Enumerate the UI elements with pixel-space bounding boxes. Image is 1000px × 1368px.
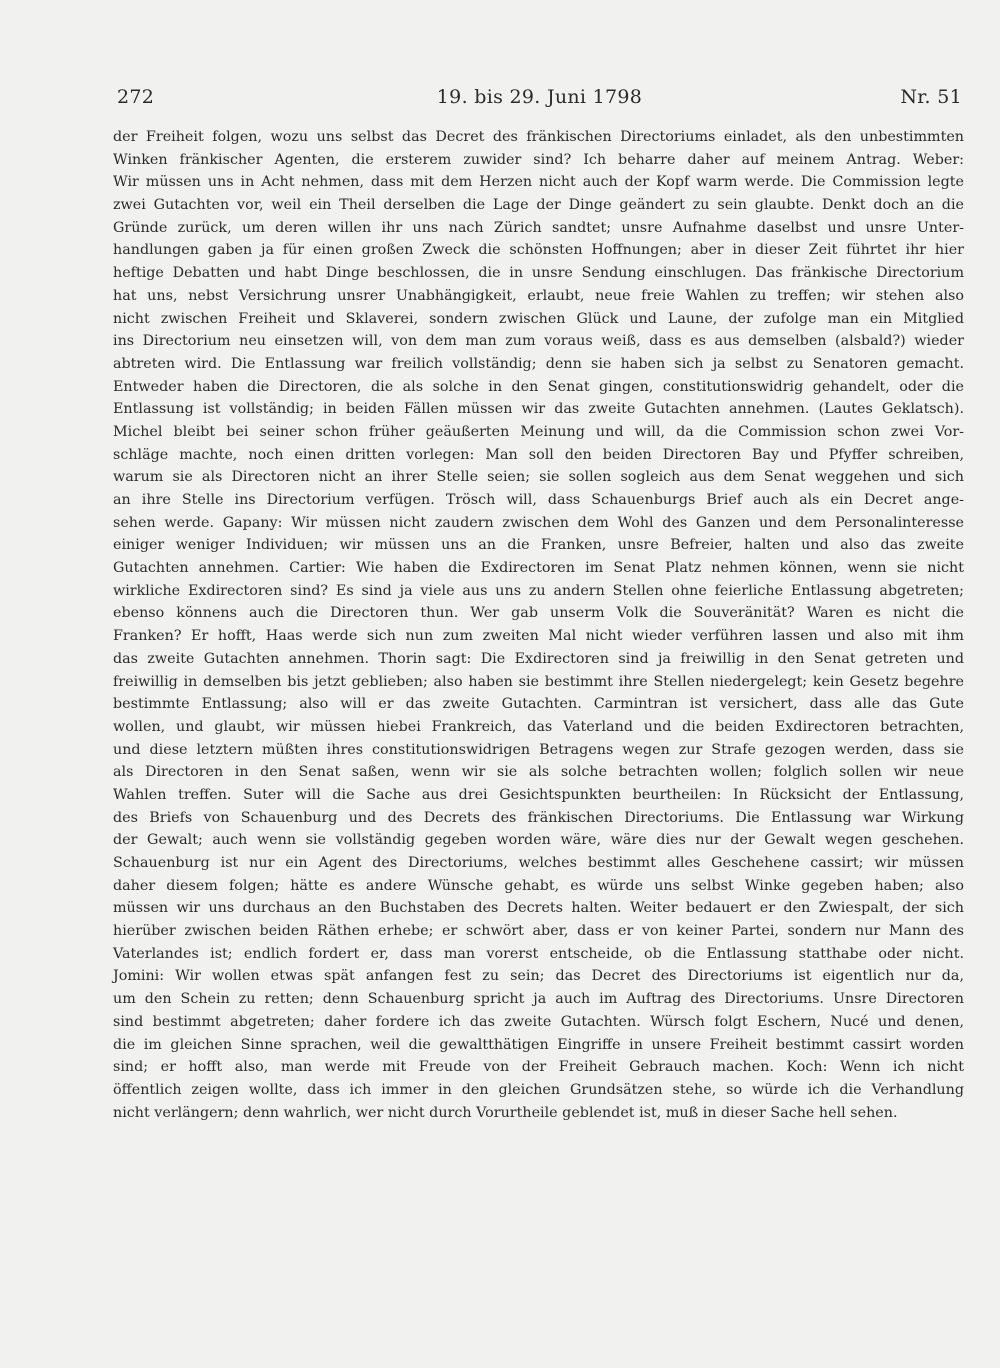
text-line: nicht zwischen Freiheit und Sklaverei, sondern zwischen Glück und Laune, der zufolge man ein Mitglied bbox=[113, 310, 964, 327]
text-line: handlungen gaben ja für einen großen Zweck die schönsten Hoffnungen; aber in dieser Zeit führtet ihr hier bbox=[113, 242, 964, 259]
text-line: schläge machte, noch einen dritten vorlegen: Man soll den beiden Directoren Bay und Pfyffer schreiben, bbox=[113, 446, 964, 463]
text-line: Gründe zurück, um deren willen ihr uns nach Zürich sandtet; unsre Aufnahme daselbst und unsre Unter- bbox=[113, 219, 964, 236]
text-line: Wahlen treffen. Suter will die Sache aus drei Gesichtspunkten beurtheilen: In Rücksicht der Entlassung, bbox=[113, 786, 964, 803]
text-line: ebenso könnens auch die Directoren thun. Wer gab unserm Volk die Souveränität? Waren es nicht die bbox=[113, 605, 964, 622]
text-line: der Gewalt; auch wenn sie vollständig gegeben worden wäre, wäre dies nur der Gewalt wegen geschehen. bbox=[113, 832, 964, 849]
text-line: an ihre Stelle ins Directorium verfügen. Trösch will, dass Schauenburgs Brief auch als ein Decret ange- bbox=[113, 492, 964, 508]
text-line: warum sie als Directoren nicht an ihrer Stelle seien; sie sollen sogleich aus dem Senat weggehen und sich bbox=[113, 469, 964, 486]
text-line: daher diesem folgen; hätte es andere Wünsche gehabt, es würde uns selbst Winke gegeben haben; also bbox=[113, 877, 964, 894]
text-line: wirkliche Exdirectoren sind? Es sind ja viele aus uns zu andern Stellen ohne feierliche Entlassung abgetreten; bbox=[113, 582, 964, 599]
text-line: Entlassung ist vollständig; in beiden Fällen müssen wir das zweite Gutachten annehmen. (Lautes Geklatsch). bbox=[113, 401, 964, 418]
text-line: sehen werde. Gapany: Wir müssen nicht zaudern zwischen dem Wohl des Ganzen und dem Personalinteresse bbox=[113, 514, 964, 531]
text-line: nicht verlängern; denn wahrlich, wer nicht durch Vorurtheile geblendet ist, muß in dieser Sache hell sehen. bbox=[113, 1104, 898, 1121]
text-line: Winken fränkischer Agenten, die ersterem zuwider sind? Ich beharre daher auf meinem Antrag. Weber: bbox=[113, 151, 964, 168]
text-line: Vaterlandes ist; endlich fordert er, dass man vorerst entscheide, ob die Entlassung statthabe oder nicht. bbox=[113, 945, 964, 962]
text-line: die im gleichen Sinne sprachen, weil die gewaltthätigen Eingriffe in unsere Freiheit bestimmt cassirt worden bbox=[113, 1036, 964, 1053]
text-line: hierüber zwischen beiden Räthen erhebe; er schwört aber, dass er von keiner Partei, sondern nur Mann des bbox=[113, 923, 964, 940]
text-line: öffentlich zeigen wollte, dass ich immer in den gleichen Grundsätzen stehe, so würde ich die Verhandlung bbox=[113, 1081, 964, 1098]
text-line: sind; er hofft also, man werde mit Freude von der Freiheit Gebrauch machen. Koch: Wenn ich nicht bbox=[113, 1059, 964, 1076]
text-line: Michel bleibt bei seiner schon früher geäußerten Meinung und will, da die Commission schon zwei Vor- bbox=[113, 423, 964, 440]
text-line: bestimmte Entlassung; also will er das zweite Gutachten. Carmintran ist versichert, dass alle das Gute bbox=[113, 696, 964, 713]
text-line: Jomini: Wir wollen etwas spät anfangen fest zu sein; das Decret des Directoriums ist eigentlich nur da, bbox=[113, 968, 964, 985]
text-line: hat uns, nebst Versichrung unsrer Unabhängigkeit, erlaubt, neue freie Wahlen zu treffen; wir stehen also bbox=[113, 287, 964, 304]
text-line: abtreten wird. Die Entlassung war freilich vollständig; denn sie haben sich ja selbst zu Senatoren gemacht. bbox=[113, 355, 964, 372]
text-line: heftige Debatten und habt Dinge beschlossen, die in unsre Sendung einschlugen. Das fränkische Directorium bbox=[113, 265, 964, 282]
page-number: 272 bbox=[117, 86, 155, 108]
text-line: Gutachten annehmen. Cartier: Wie haben die Exdirectoren im Senat Platz nehmen können, wenn sie nicht bbox=[113, 560, 964, 577]
text-line: das zweite Gutachten annehmen. Thorin sagt: Die Exdirectoren sind ja freiwillig in den Senat getreten und bbox=[113, 650, 964, 667]
text-line: Schauenburg ist nur ein Agent des Directoriums, welches bestimmt alles Geschehene cassirt; wir müssen bbox=[113, 855, 964, 871]
body-text bbox=[113, 126, 964, 1124]
text-line: ins Directorium neu einsetzen will, von dem man zum voraus weiß, dass es aus demselben (alsbald?) wieder bbox=[113, 333, 964, 350]
running-header bbox=[117, 86, 962, 118]
text-line: der Freiheit folgen, wozu uns selbst das Decret des fränkischen Directoriums einladet, als den unbestimmten bbox=[113, 129, 964, 145]
header-date: 19. bis 29. Juni 1798 bbox=[436, 86, 643, 108]
text-line: müssen wir uns durchaus an den Buchstaben des Decrets halten. Weiter bedauert er den Zwiespalt, der sich bbox=[113, 900, 964, 917]
text-line: zwei Gutachten vor, weil ein Theil derselben die Lage der Dinge geändert zu sein glaubte. Denkt doch an die bbox=[113, 197, 964, 214]
text-line: als Directoren in den Senat saßen, wenn wir sie als solche betrachten wollen; folglich sollen wir neue bbox=[113, 764, 964, 781]
text-line: Wir müssen uns in Acht nehmen, dass mit dem Herzen nicht auch der Kopf warm werde. Die Commission legte bbox=[113, 174, 964, 191]
document-number: Nr. 51 bbox=[900, 86, 962, 108]
text-line: Entweder haben die Directoren, die als solche in den Senat gingen, constitutionswidrig gehandelt, oder die bbox=[113, 378, 964, 395]
text-line: einiger weniger Individuen; wir müssen uns an die Franken, unsre Befreier, halten und also das zweite bbox=[113, 537, 964, 554]
text-line: des Briefs von Schauenburg und des Decrets des fränkischen Directoriums. Die Entlassung war Wirkung bbox=[113, 809, 964, 826]
text-line: und diese letztern müßten ihres constitutionswidrigen Betragens wegen zur Strafe gezogen werden, dass sie bbox=[113, 741, 964, 758]
text-line: freiwillig in demselben bis jetzt geblieben; also haben sie bestimmt ihre Stellen niedergelegt; kein Gesetz begehre bbox=[113, 673, 964, 690]
text-line: wollen, und glaubt, wir müssen hiebei Frankreich, das Vaterland und die beiden Exdirectoren betrachten, bbox=[113, 718, 964, 735]
text-line: um den Schein zu retten; denn Schauenburg spricht ja auch im Auftrag des Directoriums. Unsre Directoren bbox=[113, 991, 964, 1008]
text-line: sind bestimmt abgetreten; daher fordere ich das zweite Gutachten. Würsch folgt Eschern, Nucé und denen, bbox=[113, 1013, 964, 1030]
text-line: Franken? Er hofft, Haas werde sich nun zum zweiten Mal nicht wieder verführen lassen und also mit ihm bbox=[113, 628, 964, 645]
